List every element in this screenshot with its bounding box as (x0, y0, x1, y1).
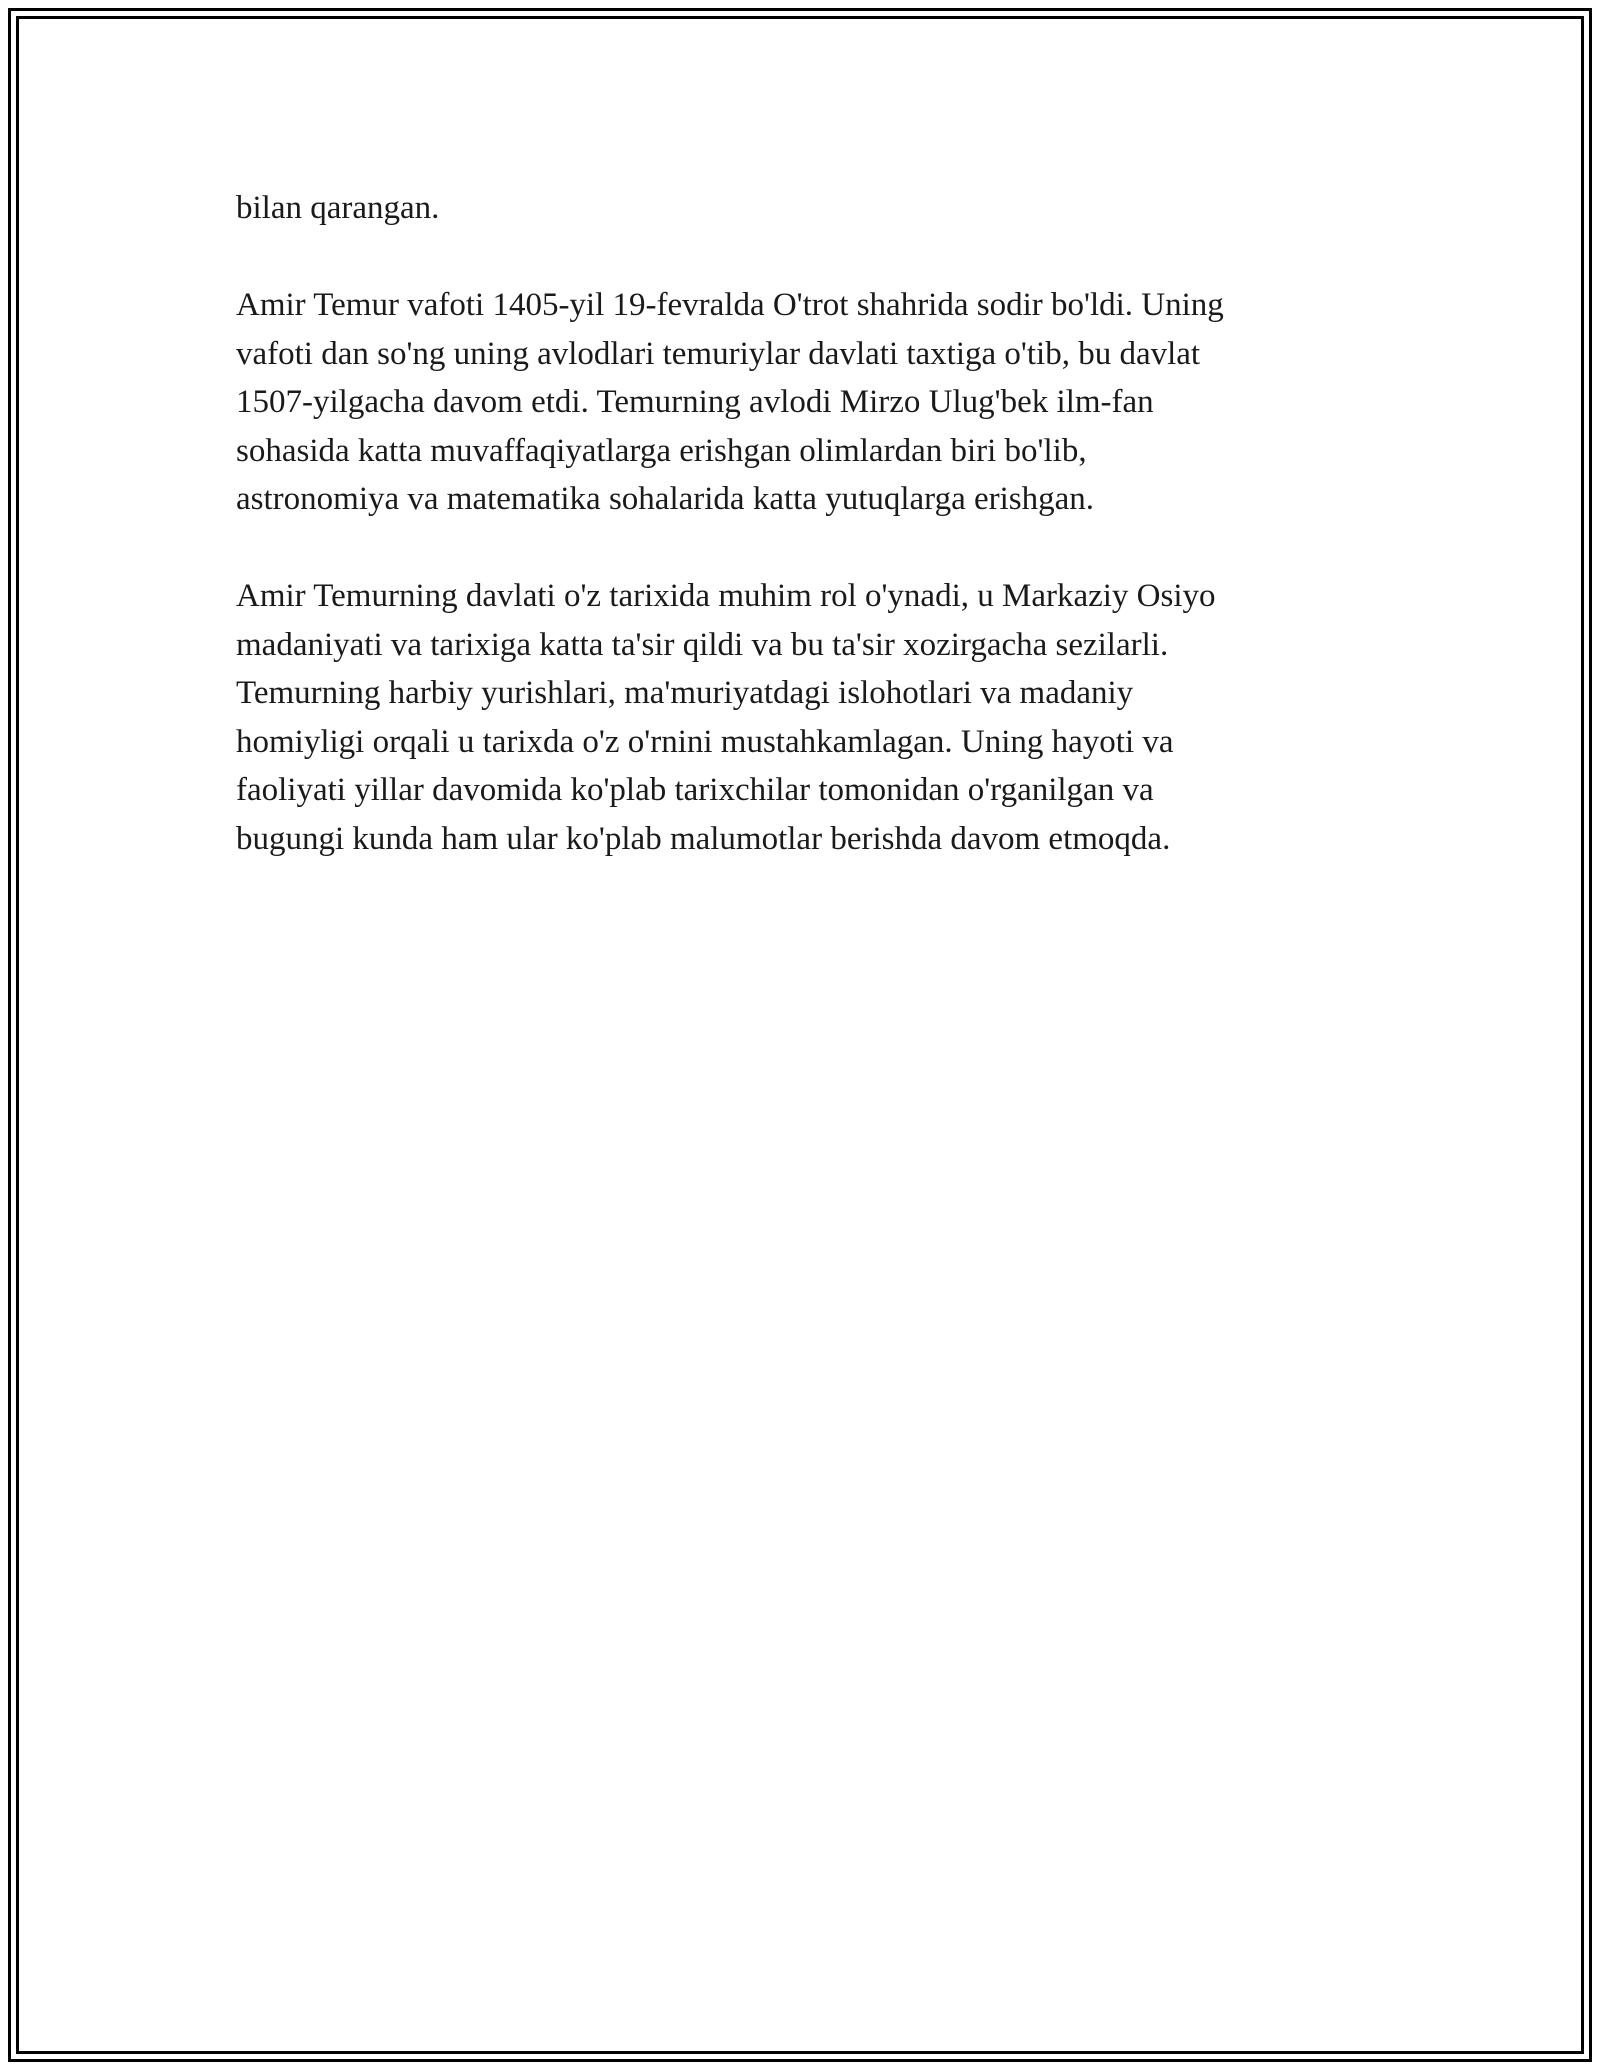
paragraph-continuation: bilan qarangan. (236, 190, 440, 226)
paragraph-legacy: Amir Temurning davlati o'z tarixida muhim rol o'ynadi, u Markaziy Osiyo madaniyati va tarixiga katta ta'sir qildi va bu ta'sir xozirgacha sezilarli. Temurning harbiy yurishlari, ma'muriyatdagi islohotlari va madaniy homiyligi orqali u tarixda o'z o'rnini mustahkamlagan. Uning hayoti va faoliyati yillar davomida ko'plab tarixchilar tomonidan o'rganilgan va bugungi kunda ham ular ko'plab malumotlar berishda davom etmoqda. (236, 578, 1216, 857)
document-body (236, 184, 1376, 912)
paragraph-death-and-successors: Amir Temur vafoti 1405-yil 19-fevralda O'trot shahrida sodir bo'ldi. Uning vafoti dan so'ng uning avlodlari temuriylar davlati taxtiga o'tib, bu davlat 1507-yilgacha davom etdi. Temurning avlodi Mirzo Ulug'bek ilm-fan sohasida katta muvaffaqiyatlarga erishgan olimlardan biri bo'lib, astronomiya va matematika sohalarida katta yutuqlarga erishgan. (236, 287, 1224, 517)
